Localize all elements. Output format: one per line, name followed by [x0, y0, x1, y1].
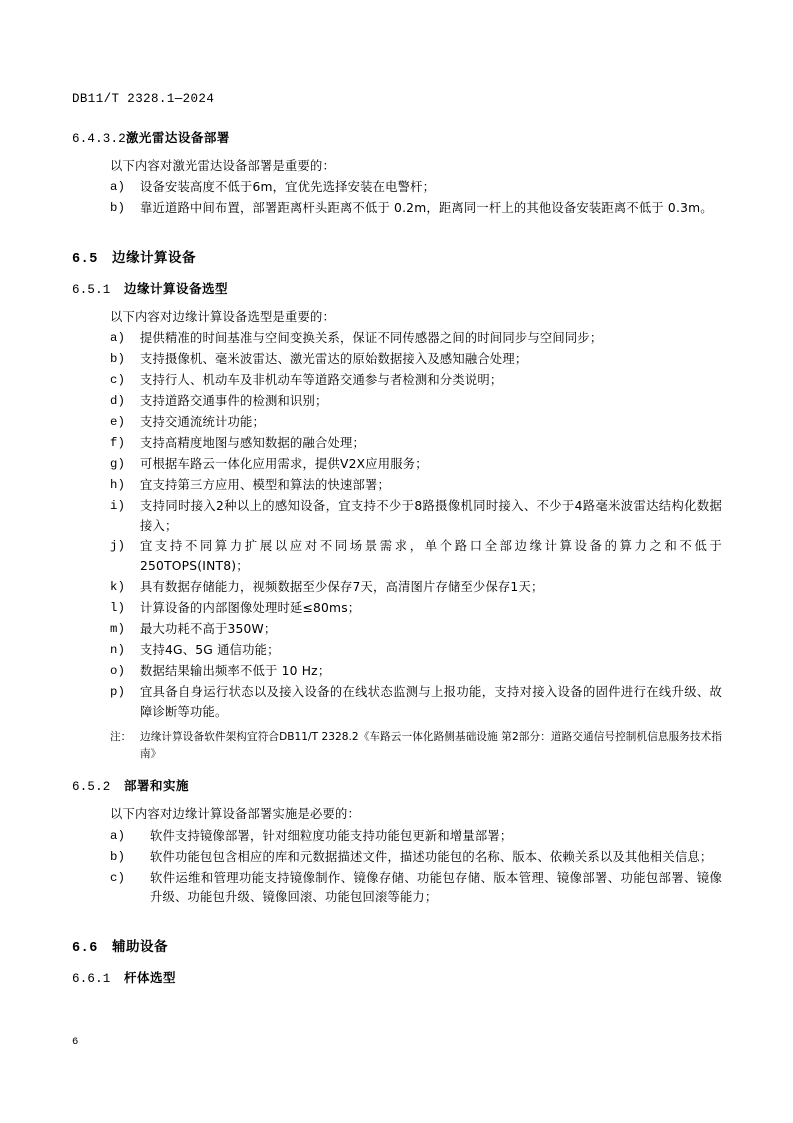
- item-label: a): [110, 180, 126, 195]
- item-label: d): [110, 394, 126, 409]
- heading-6-6: [72, 935, 722, 956]
- list-item: [72, 662, 722, 682]
- item-label: b): [110, 849, 126, 864]
- intro-6-5-2: 以下内容对边缘计算设备部署实施是必要的：: [110, 807, 360, 822]
- item-text: 设备安装高度不低于6m，宜优先选择安装在电警杆；: [140, 180, 436, 195]
- item-label: o): [110, 663, 126, 678]
- page-number: 6: [72, 1036, 79, 1048]
- item-label: k): [110, 580, 126, 595]
- item-label: b): [110, 201, 126, 216]
- heading-title: 部署和实施: [124, 778, 190, 794]
- item-text: 具有数据存储能力，视频数据至少保存7天，高清图片存储至少保存1天；: [140, 580, 544, 595]
- list-item: [72, 641, 722, 661]
- heading-title: 激光雷达设备部署: [125, 130, 230, 145]
- item-label: b): [110, 352, 126, 367]
- heading-6-6-1: [72, 968, 722, 986]
- list-item: [72, 497, 722, 537]
- list-item: [72, 620, 722, 640]
- item-label: g): [110, 456, 126, 471]
- standard-code: DB11/T 2328.1—2024: [72, 92, 215, 106]
- list-6-4-3-2: [72, 178, 722, 219]
- heading-title: 辅助设备: [112, 939, 168, 956]
- item-label: c): [110, 870, 126, 885]
- list-item: [72, 455, 722, 475]
- list-item: [72, 178, 722, 198]
- item-text: 支持高精度地图与感知数据的融合处理；: [140, 435, 365, 450]
- list-item: [72, 350, 722, 370]
- item-text: 支持4G、5G 通信功能；: [140, 642, 280, 657]
- heading-title: 杆体选型: [124, 970, 177, 986]
- item-text: 可根据车路云一体化应用需求，提供V2X应用服务；: [140, 456, 428, 471]
- list-item: [72, 392, 722, 412]
- item-text: 宜支持第三方应用、模型和算法的快速部署；: [140, 477, 390, 492]
- item-label: j): [110, 539, 126, 554]
- item-text: 宜具备自身运行状态以及接入设备的在线状态监测与上报功能，支持对接入设备的固件进行在线升级、故障诊断等功能。: [140, 684, 722, 719]
- item-text: 软件功能包包含相应的库和元数据描述文件，描述功能包的名称、版本、依赖关系以及其他相关信息；: [150, 849, 713, 864]
- list-item: [72, 537, 722, 577]
- list-6-5-2: [72, 827, 722, 909]
- list-6-5-1: [72, 329, 722, 722]
- intro-6-4-3-2: 以下内容对激光雷达设备部署是重要的：: [110, 159, 335, 173]
- item-text: 数据结果输出频率不低于 10 Hz；: [140, 663, 331, 678]
- item-text: 最大功耗不高于350W；: [140, 622, 277, 637]
- heading-6-5-2: [72, 776, 722, 794]
- list-item: [72, 827, 722, 847]
- list-item: [72, 578, 722, 598]
- heading-number: 6.5.1: [72, 283, 111, 298]
- item-label: h): [110, 477, 126, 492]
- item-label: l): [110, 601, 126, 616]
- heading-number: 6.6.1: [72, 972, 111, 987]
- list-item: [72, 371, 722, 391]
- item-label: a): [110, 828, 126, 843]
- heading-number: 6.5.2: [72, 780, 111, 795]
- heading-title: 边缘计算设备选型: [124, 281, 229, 297]
- heading-number: 6.5: [72, 252, 98, 268]
- item-label: a): [110, 331, 126, 346]
- list-item: [72, 199, 722, 219]
- item-label: i): [110, 498, 126, 513]
- item-text: 支持同时接入2种以上的感知设备，宜支持不少于8路摄像机同时接入、不少于4路毫米波雷达结构化数据接入；: [140, 498, 722, 533]
- list-item: [72, 329, 722, 349]
- item-label: n): [110, 642, 126, 657]
- item-text: 支持摄像机、毫米波雷达、激光雷达的原始数据接入及感知融合处理；: [140, 352, 528, 367]
- note-label: 注：: [110, 730, 132, 743]
- page-content: [72, 128, 722, 996]
- page-header: [72, 92, 214, 106]
- note-6-5-1: [72, 729, 722, 763]
- list-item: [72, 683, 722, 723]
- list-item: [72, 599, 722, 619]
- item-label: f): [110, 435, 126, 450]
- item-text: 支持行人、机动车及非机动车等道路交通参与者检测和分类说明；: [140, 373, 503, 388]
- item-text: 支持道路交通事件的检测和识别；: [140, 394, 328, 409]
- item-label: e): [110, 415, 126, 429]
- item-text: 软件支持镜像部署，针对细粒度功能支持功能包更新和增量部署；: [150, 828, 513, 843]
- item-text: 支持交通流统计功能；: [140, 415, 265, 429]
- heading-number: 6.4.3.2: [72, 132, 126, 146]
- intro-6-5-1: 以下内容对边缘计算设备选型是重要的：: [110, 310, 335, 325]
- list-item: [72, 434, 722, 454]
- item-text: 计算设备的内部图像处理时延≤80ms；: [140, 601, 361, 616]
- item-text: 靠近道路中间布置，部署距离杆头距离不低于 0.2m，距离同一杆上的其他设备安装距离不低于 0.3m。: [140, 201, 713, 216]
- list-item: [72, 869, 722, 909]
- item-label: c): [110, 373, 126, 388]
- heading-title: 边缘计算设备: [112, 250, 196, 267]
- heading-number: 6.6: [72, 941, 98, 957]
- list-item: [72, 848, 722, 868]
- heading-6-5: [72, 246, 722, 267]
- heading-6-4-3-2: [72, 128, 722, 146]
- list-item: [72, 413, 722, 433]
- heading-6-5-1: [72, 279, 722, 297]
- item-label: p): [110, 684, 126, 699]
- page-footer: [72, 1036, 78, 1048]
- item-text: 提供精准的时间基准与空间变换关系，保证不同传感器之间的时间同步与空间同步；: [140, 331, 603, 346]
- item-label: m): [110, 622, 126, 637]
- note-text: 边缘计算设备软件架构宜符合DB11/T 2328.2《车路云一体化路侧基础设施 第2部分：道路交通信号控制机信息服务技术指南》: [140, 730, 722, 760]
- list-item: [72, 476, 722, 496]
- item-text: 软件运维和管理功能支持镜像制作、镜像存储、功能包存储、版本管理、镜像部署、功能包部署、镜像升级、功能包升级、镜像回滚、功能包回滚等能力；: [150, 870, 722, 905]
- item-text: 宜支持不同算力扩展以应对不同场景需求，单个路口全部边缘计算设备的算力之和不低于250TOPS(INT8)；: [140, 539, 722, 574]
